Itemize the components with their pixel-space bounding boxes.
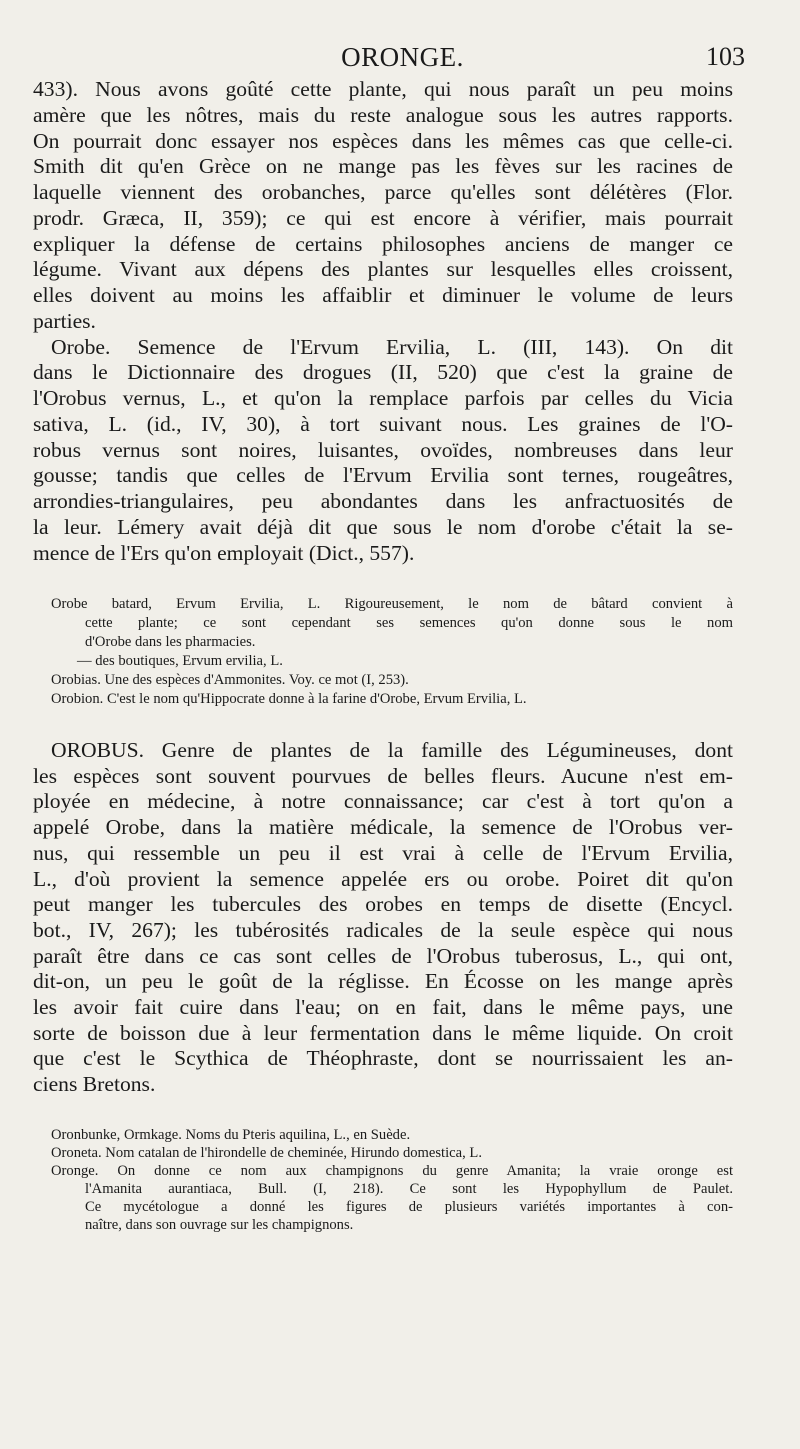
text-line: Smith dit qu'en Grèce on ne mange pas les fèves sur les racines de (33, 154, 733, 179)
text-line: d'Orobe dans les pharmacies. (85, 634, 256, 650)
text-line: laquelle viennent des orobanches, parce qu'elles sont délétères (Flor. (33, 180, 733, 204)
paragraph-orobanche-continued (33, 77, 733, 566)
entry-orobe-batard: Orobe batard, Ervum Ervilia, L. Rigoureusement, le nom de bâtard convient à (51, 596, 733, 612)
text-line: elles doivent au moins les affaiblir et diminuer le volume de leurs (33, 283, 733, 307)
text-line: l'Orobus vernus, L., et qu'on la remplace parfois par celles du Vicia (33, 386, 733, 410)
entry-orobias: Orobias. Une des espèces d'Ammonites. Voy. ce mot (I, 253). (51, 672, 409, 688)
text-line: sorte de boisson due à leur fermentation dans le même liquide. On croit (33, 1020, 733, 1045)
text-line: arrondies-triangulaires, peu abondantes dans les anfractuosités de (33, 489, 733, 513)
paragraph-orobus (33, 738, 733, 1098)
text-line: l'Amanita aurantiaca, Bull. (I, 218). Ce sont les Hypophyllum de Paulet. (85, 1181, 733, 1197)
minor-entries-orobe (33, 595, 733, 709)
entry-oroneta: Oroneta. Nom catalan de l'hirondelle de cheminée, Hirundo domestica, L. (51, 1145, 482, 1161)
text-line: expliquer la défense de certains philosophes anciens de manger ce (33, 231, 733, 256)
text-line: appelé Orobe, dans la matière médicale, la semence de l'Orobus ver- (33, 815, 733, 840)
text-line: les espèces sont souvent pourvues de belles fleurs. Aucune n'est em- (33, 763, 733, 788)
minor-entries-oronge (33, 1126, 733, 1234)
text-line: les avoir fait cuire dans l'eau; on en fait, dans le même pays, une (33, 995, 733, 1020)
running-title: ORONGE. (341, 42, 464, 72)
text-line: la leur. Lémery avait déjà dit que sous le nom d'orobe c'était la se- (33, 514, 733, 539)
text-line: L., d'où provient la semence appelée ers ou orobe. Poiret dit qu'on (33, 866, 733, 891)
text-line: amère que les nôtres, mais du reste analogue sous les autres rapports. (33, 102, 733, 127)
text-line: que c'est le Scythica de Théophraste, dont se nourrissaient les an- (33, 1046, 733, 1071)
text-line: ciens Bretons. (33, 1072, 156, 1097)
text-line: robus vernus sont noires, luisantes, ovoïdes, nombreuses dans leur (33, 437, 733, 462)
page-header (60, 42, 745, 82)
entry-orobion: Orobion. C'est le nom qu'Hippocrate donne à la farine d'Orobe, Ervum Ervilia, L. (51, 691, 527, 707)
text-line: parties. (33, 308, 96, 333)
text-line: 433). Nous avons goûté cette plante, qui nous paraît un peu moins (33, 77, 733, 101)
entry-oronbunke: Oronbunke, Ormkage. Noms du Pteris aquilina, L., en Suède. (51, 1127, 411, 1143)
page-number: 103 (706, 42, 745, 71)
text-line: dit-on, un peu le goût de la réglisse. En Écosse on les mange après (33, 969, 733, 994)
text-line: ployée en médecine, à notre connaissance; car c'est à tort qu'on a (33, 789, 733, 814)
text-line: bot., IV, 267); les tubérosités radicales de la seule espèce qui nous (33, 917, 733, 942)
text-line: Ce mycétologue a donné les figures de plusieurs variétés importantes à con- (85, 1199, 733, 1215)
text-line: prodr. Græca, II, 359); ce qui est encore à vérifier, mais pourrait (33, 205, 733, 230)
text-line: On pourrait donc essayer nos espèces dans les mêmes cas que celle-ci. (33, 128, 733, 153)
text-line: dans le Dictionnaire des drogues (II, 520) que c'est la graine de (33, 360, 733, 385)
entry-oronge: Oronge. On donne ce nom aux champignons du genre Amanita; la vraie oronge est (51, 1163, 733, 1179)
entry-orobe-des-boutiques: — des boutiques, Ervum ervilia, L. (77, 653, 283, 669)
text-line: paraît être dans ce cas sont celles de l'Orobus tuberosus, L., qui ont, (33, 943, 733, 968)
entry-orobe: Orobe. Semence de l'Ervum Ervilia, L. (III, 143). On dit (51, 334, 733, 359)
text-line: cette plante; ce sont cependant ses semences qu'on donne sous le nom (85, 615, 733, 631)
text-line: mence de l'Ers qu'on employait (Dict., 557). (33, 540, 415, 565)
text-line: légume. Vivant aux dépens des plantes sur lesquelles elles croissent, (33, 257, 733, 282)
text-line: gousse; tandis que celles de l'Ervum Ervilia sont ternes, rougeâtres, (33, 463, 733, 488)
entry-orobus: OROBUS. Genre de plantes de la famille des Légumineuses, dont (51, 738, 733, 762)
text-line: naître, dans son ouvrage sur les champignons. (85, 1217, 354, 1233)
text-line: peut manger les tubercules des orobes en temps de disette (Encycl. (33, 892, 733, 917)
text-line: sativa, L. (id., IV, 30), à tort suivant nous. Les graines de l'O- (33, 411, 733, 436)
text-line: nus, qui ressemble un peu il est vrai à celle de l'Ervum Ervilia, (33, 840, 733, 865)
